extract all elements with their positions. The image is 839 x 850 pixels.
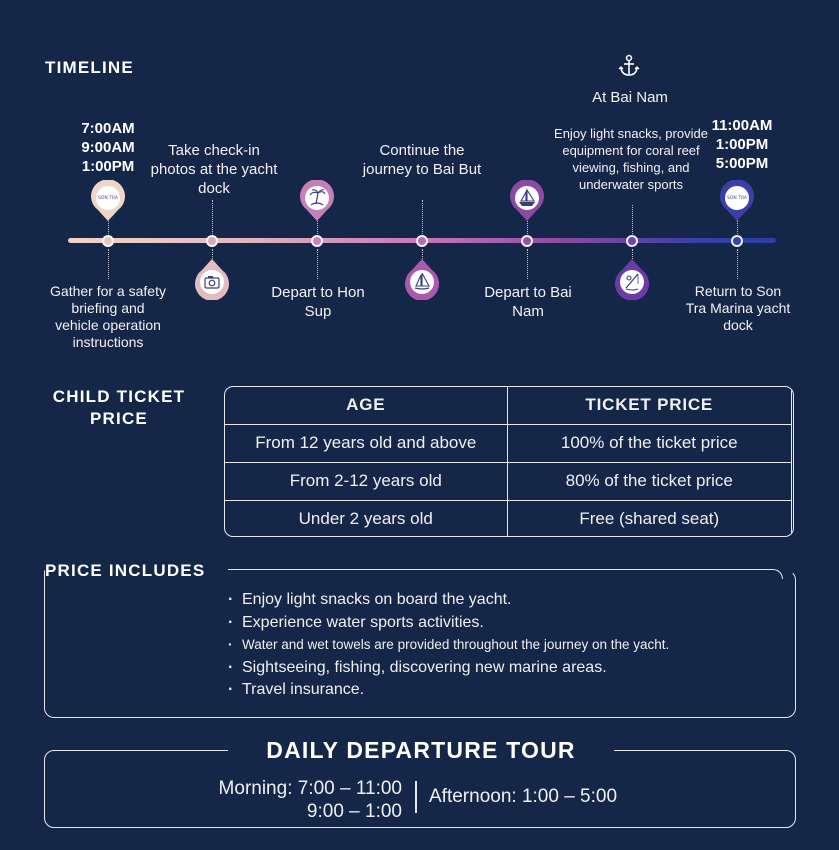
- list-item: · Enjoy light snacks on board the yacht.: [228, 589, 669, 612]
- son-tra-logo-icon: [717, 180, 757, 227]
- list-item: · Sightseeing, fishing, discovering new marine areas.: [228, 657, 669, 680]
- list-item: · Travel insurance.: [228, 679, 669, 702]
- connector: [737, 249, 738, 279]
- column-header-ticket-price: TICKET PRICE: [508, 386, 792, 424]
- table-cell: Free (shared seat): [508, 500, 792, 537]
- stop-4-label: Continue the journey to Bai But: [362, 142, 482, 178]
- connector: [108, 249, 109, 279]
- child-ticket-heading: CHILD TICKET PRICE: [52, 387, 186, 428]
- connector: [527, 249, 528, 279]
- column-header-age: AGE: [224, 386, 508, 424]
- timeline-dot: [311, 235, 323, 247]
- timeline-dot: [626, 235, 638, 247]
- anchor-icon: [618, 54, 640, 83]
- stop-2-label: Take check-in photos at the yacht dock: [150, 142, 278, 197]
- table-cell: Under 2 years old: [224, 500, 508, 537]
- svg-text:SON TRA: SON TRA: [727, 196, 747, 201]
- includes-list: [228, 589, 669, 702]
- palm-island-icon: [297, 180, 337, 227]
- table-row: [224, 424, 791, 462]
- sailboat-icon: [402, 258, 442, 305]
- connector: [317, 249, 318, 279]
- connector: [632, 205, 633, 234]
- camera-icon: [192, 258, 232, 305]
- connector: [422, 200, 423, 234]
- stop-1-label: Gather for a safety briefing and vehicle operation instructions: [50, 283, 166, 350]
- table-cell: From 12 years old and above: [224, 424, 508, 462]
- timeline-heading: TIMELINE: [45, 58, 134, 77]
- list-item: · Experience water sports activities.: [228, 612, 669, 635]
- includes-heading: PRICE INCLUDES: [45, 561, 215, 581]
- start-times: 7:00AM 9:00AM 1:00PM: [81, 120, 135, 175]
- connector: [212, 200, 213, 234]
- stop-6-label: Enjoy light snacks, provide equipment for coral reef viewing, fishing, and underwater sports: [554, 126, 708, 192]
- timeline-dot: [521, 235, 533, 247]
- son-tra-logo-icon: [88, 180, 128, 227]
- stop-7-label: Return to Son Tra Marina yacht dock: [685, 283, 791, 333]
- morning-times: Morning: 7:00 – 11:00 9:00 – 1:00: [218, 778, 402, 822]
- table-row: [224, 462, 791, 500]
- list-item: · Water and wet towels are provided throughout the journey on the yacht.: [228, 634, 669, 657]
- table-row: [224, 500, 791, 537]
- yacht-icon: [507, 180, 547, 227]
- stop-5-label: Depart to Bai Nam: [484, 284, 572, 320]
- stop-6-title: At Bai Nam: [592, 89, 668, 106]
- divider: [415, 781, 417, 813]
- svg-text:SON TRA: SON TRA: [98, 196, 118, 201]
- stop-3-label: Depart to Hon Sup: [271, 284, 365, 320]
- timeline-dot: [206, 235, 218, 247]
- table-cell: 100% of the ticket price: [508, 424, 792, 462]
- table-cell: From 2-12 years old: [224, 462, 508, 500]
- afternoon-times: Afternoon: 1:00 – 5:00: [429, 786, 618, 807]
- fishing-icon: [612, 258, 652, 305]
- timeline-dot: [731, 235, 743, 247]
- ticket-price-table: [224, 386, 794, 537]
- includes-box-top-border: [228, 569, 783, 579]
- timeline-dot: [102, 235, 114, 247]
- departure-heading: DAILY DEPARTURE TOUR: [228, 738, 614, 762]
- end-times: 11:00AM 1:00PM 5:00PM: [711, 117, 773, 172]
- timeline-dot: [416, 235, 428, 247]
- table-cell: 80% of the ticket price: [508, 462, 792, 500]
